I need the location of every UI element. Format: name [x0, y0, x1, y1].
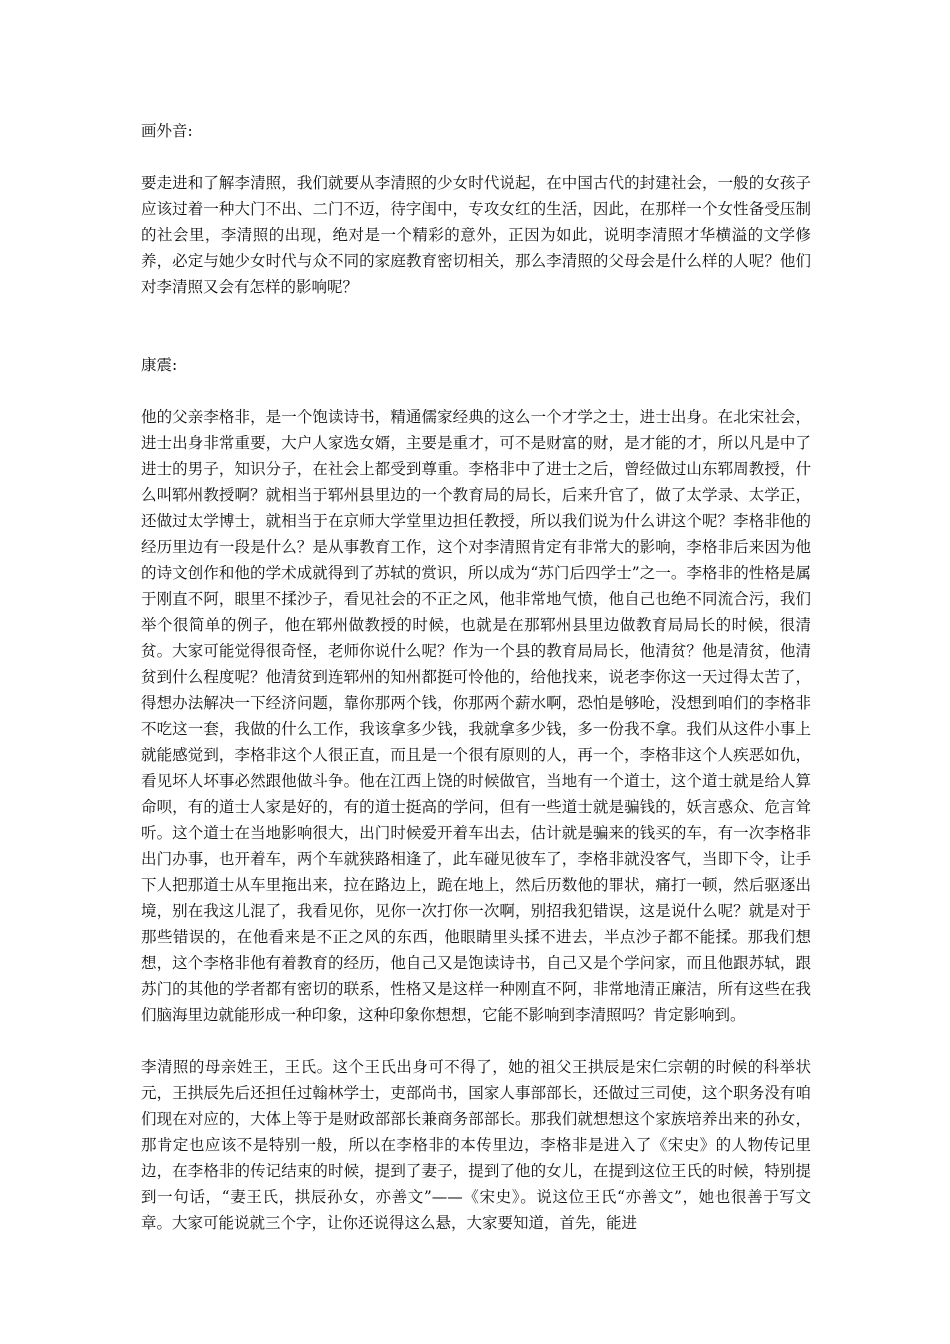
- narrator-paragraph: 要走进和了解李清照，我们就要从李清照的少女时代说起，在中国古代的封建社会，一般的女孩子应该过着一种大门不出、二门不迈，待字闺中，专攻女红的生活，因此，在那样一个女性备受压制的社会里，李清照的出现，绝对是一个精彩的意外，正因为如此，说明李清照才华横溢的文学修养，必定与她少女时代与众不同的家庭教育密切相关，那么李清照的父母会是什么样的人呢？他们对李清照又会有怎样的影响呢？: [141, 174, 811, 296]
- kang-zhen-paragraph-mother: 李清照的母亲姓王，王氏。这个王氏出身可不得了，她的祖父王拱辰是宋仁宗朝的时候的科举状元，王拱辰先后还担任过翰林学士，吏部尚书，国家人事部部长，还做过三司使，这个职务没有咱们现在对应的，大体上等于是财政部部长兼商务部部长。那我们就想想这个家族培养出来的孙女，那肯定也应该不是特别一般，所以在李格非的本传里边，李格非是进入了《宋史》的人物传记里边，在李格非的传记结束的时候，提到了妻子，提到了他的女儿，在提到这位王氏的时候，特别提到一句话，“妻王氏，拱辰孙女，亦善文”——《宋史》。说这位王氏“亦善文”，她也很善于写文章。大家可能说就三个字，让你还说得这么悬，大家要知道，首先，能进: [141, 1058, 811, 1232]
- document-page: [141, 118, 811, 1236]
- paragraph-gap: [141, 378, 811, 404]
- speaker-label-narrator: 画外音:: [141, 122, 193, 140]
- kang-zhen-paragraph-father: 他的父亲李格非，是一个饱读诗书，精通儒家经典的这么一个才学之士，进士出身。在北宋社会，进士出身非常重要，大户人家选女婿，主要是重才，可不是财富的财，是才能的才，所以凡是中了进士的男子，知识分子，在社会上都受到尊重。李格非中了进士之后，曾经做过山东郓周教授，什么叫郓州教授啊？就相当于郓州县里边的一个教育局的局长，后来升官了，做了太学录、太学正，还做过太学博士，就相当于在京师大学堂里边担任教授，所以我们说为什么讲这个呢？李格非他的经历里边有一段是什么？是从事教育工作，这个对李清照肯定有非常大的影响，李格非后来因为他的诗文创作和他的学术成就得到了苏轼的赏识，所以成为“苏门后四学士”之一。李格非的性格是属于刚直不阿，眼里不揉沙子，看见社会的不正之风，他非常地气愤，他自己也绝不同流合污，我们举个很简单的例子，他在郓州做教授的时候，也就是在那郓州县里边做教育局局长的时候，很清贫。大家可能觉得很奇怪，老师你说什么呢？作为一个县的教育局局长，他清贫？他是清贫，他清贫到什么程度呢？他清贫到连郓州的知州都挺可怜他的，给他找来，说老李你这一天过得太苦了，得想办法解决一下经济问题，靠你那两个钱，你那两个薪水啊，恐怕是够呛，没想到咱们的李格非不吃这一套，我做的什么工作，我该拿多少钱，我就拿多少钱，多一份我不拿。我们从这件小事上就能感觉到，李格非这个人很正直，而且是一个很有原则的人，再一个，李格非这个人疾恶如仇，看见坏人坏事必然跟他做斗争。他在江西上饶的时候做官，当地有一个道士，这个道士就是给人算命呗，有的道士人家是好的，有的道士挺高的学问，但有一些道士就是骗钱的，妖言惑众、危言耸听。这个道士在当地影响很大，出门时候爱开着车出去，估计就是骗来的钱买的车，有一次李格非出门办事，也开着车，两个车就狭路相逢了，此车碰见彼车了，李格非就没客气，当即下令，让手下人把那道士从车里拖出来，拉在路边上，跪在地上，然后历数他的罪状，痛打一顿，然后驱逐出境，别在我这儿混了，我看见你，见你一次打你一次啊，别招我犯错误，这是说什么呢？就是对于那些错误的，在他看来是不正之风的东西，他眼睛里头揉不进去，半点沙子都不能揉。那我们想想，这个李格非他有着教育的经历，他自己又是饱读诗书，自己又是个学问家，而且他跟苏轼，跟苏门的其他的学者都有密切的联系，性格又是这样一种刚直不阿，非常地清正廉洁，所有这些在我们脑海里边就能形成一种印象，这种印象你想想，它能不影响到李清照吗？肯定影响到。: [141, 408, 811, 1024]
- paragraph-gap: [141, 1028, 811, 1054]
- paragraph-gap: [141, 144, 811, 170]
- section-gap: [141, 300, 811, 352]
- speaker-label-kang-zhen: 康震:: [141, 356, 178, 374]
